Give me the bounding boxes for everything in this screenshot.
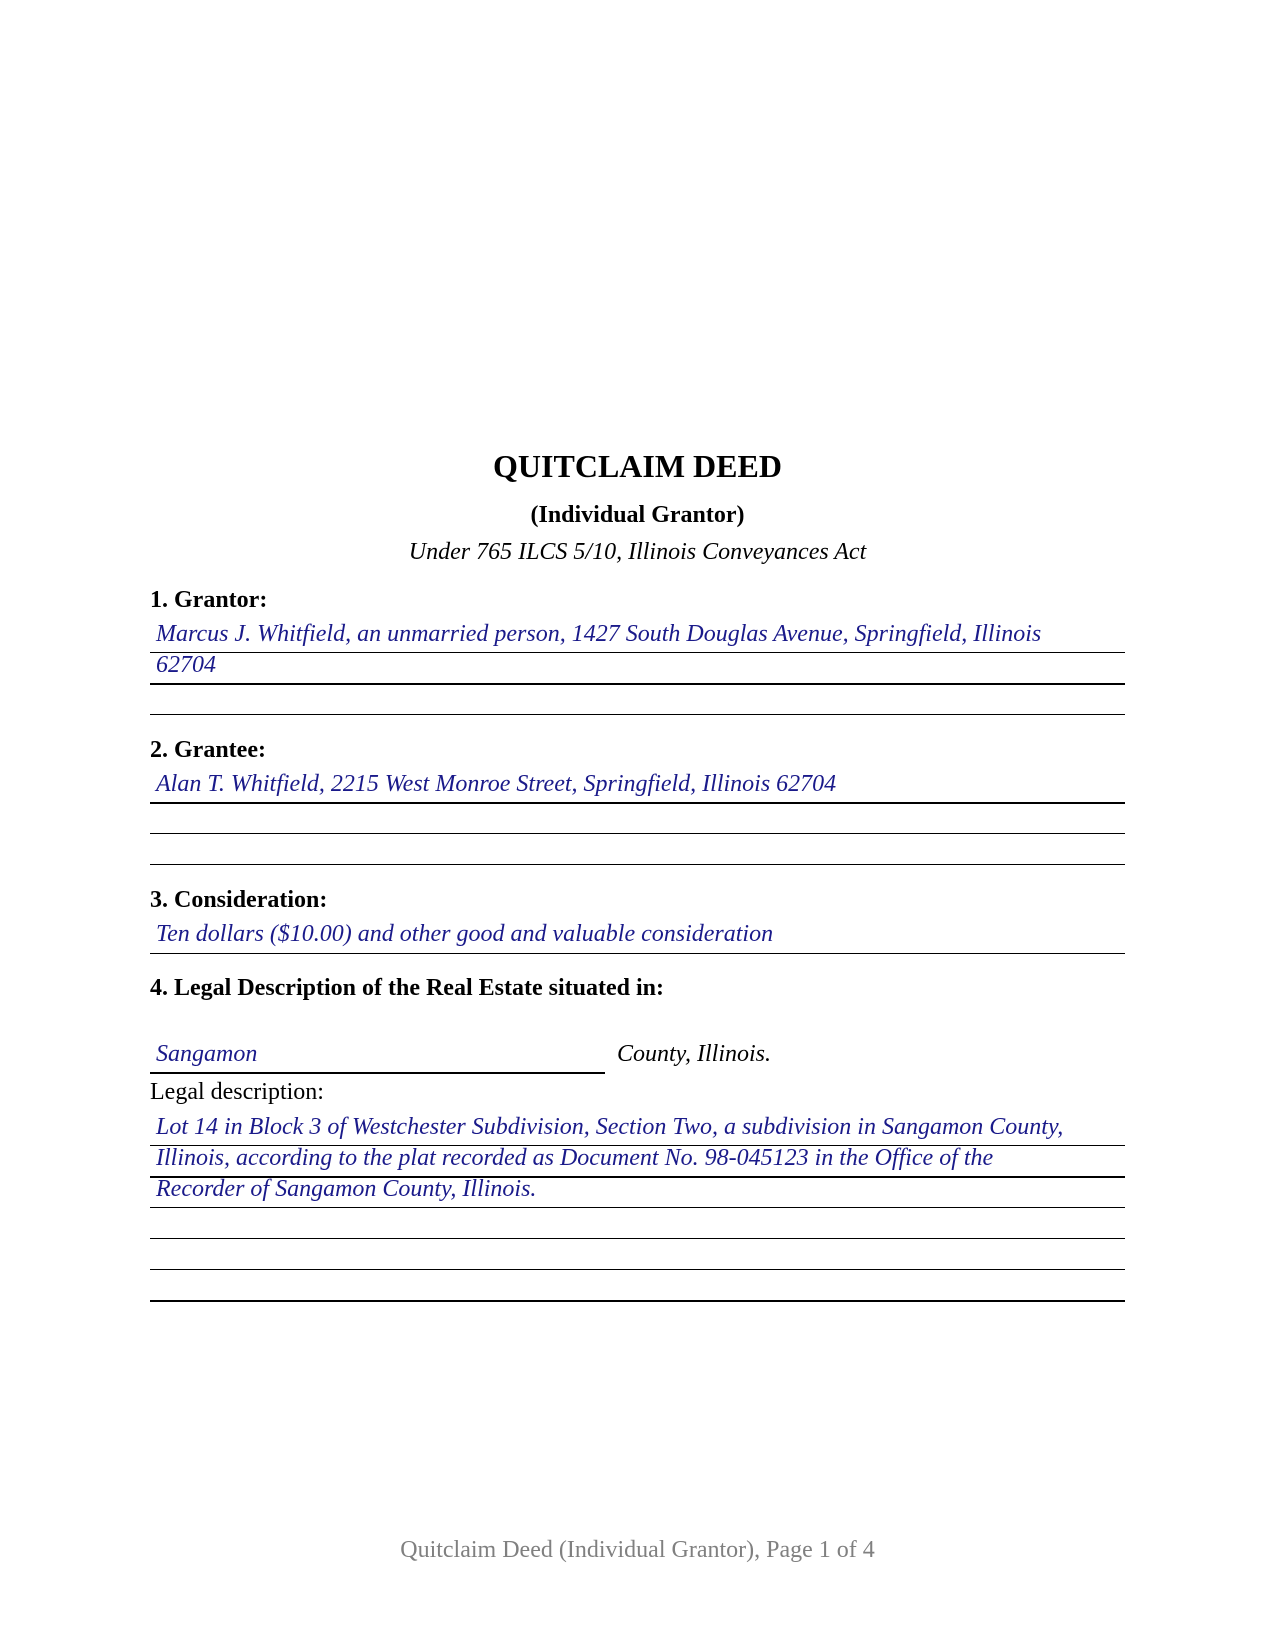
- consideration-rule-1: [150, 953, 1125, 954]
- county-suffix: County, Illinois.: [617, 1041, 772, 1067]
- legal-description-line-3[interactable]: Recorder of Sangamon County, Illinois.: [156, 1176, 537, 1202]
- grantor-rule-2: [150, 683, 1125, 685]
- grantee-rule-1: [150, 802, 1125, 804]
- legal-description-line-1[interactable]: Lot 14 in Block 3 of Westchester Subdivision, Section Two, a subdivision in Sangamon County,: [156, 1114, 1064, 1140]
- grantor-field-line-2[interactable]: 62704: [156, 652, 216, 678]
- legal-rule-3: [150, 1207, 1125, 1208]
- legal-description-label: Legal description:: [150, 1079, 324, 1105]
- county-field[interactable]: Sangamon: [156, 1041, 258, 1067]
- consideration-field-line-1[interactable]: Ten dollars ($10.00) and other good and valuable consideration: [156, 921, 774, 947]
- statute-reference: Under 765 ILCS 5/10, Illinois Conveyances Act: [408, 539, 867, 565]
- document-subtitle: (Individual Grantor): [530, 502, 745, 528]
- legal-description-heading: 4. Legal Description of the Real Estate situated in:: [150, 975, 664, 1001]
- legal-rule-4: [150, 1238, 1125, 1239]
- consideration-heading: 3. Consideration:: [150, 887, 328, 913]
- document-title: QUITCLAIM DEED: [493, 448, 782, 484]
- grantor-field-line-1[interactable]: Marcus J. Whitfield, an unmarried person, 1427 South Douglas Avenue, Springfield, Illinois: [156, 621, 1042, 647]
- grantor-rule-3: [150, 714, 1125, 715]
- legal-rule-5: [150, 1269, 1125, 1270]
- county-rule: [150, 1072, 605, 1074]
- grantor-rule-1: [150, 652, 1125, 653]
- page-footer: Quitclaim Deed (Individual Grantor), Page 1 of 4: [400, 1537, 875, 1563]
- grantor-heading: 1. Grantor:: [150, 587, 268, 613]
- grantee-rule-2: [150, 833, 1125, 834]
- grantee-heading: 2. Grantee:: [150, 737, 266, 763]
- legal-rule-6: [150, 1300, 1125, 1302]
- legal-description-line-2[interactable]: Illinois, according to the plat recorded as Document No. 98-045123 in the Office of the: [156, 1145, 994, 1171]
- grantee-field-line-1[interactable]: Alan T. Whitfield, 2215 West Monroe Street, Springfield, Illinois 62704: [156, 771, 837, 797]
- grantee-rule-3: [150, 864, 1125, 865]
